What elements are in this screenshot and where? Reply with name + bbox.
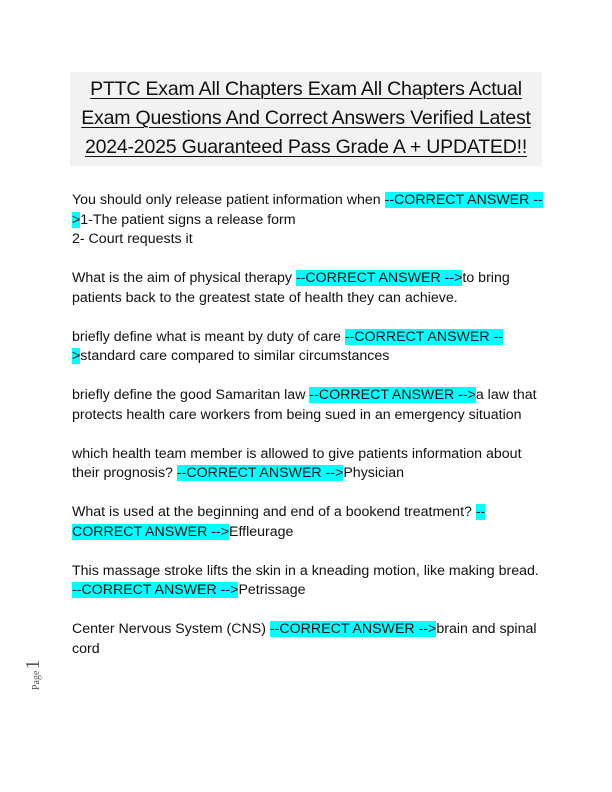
- answer-text: to bring patients back to the greatest state of health they can achieve.: [72, 270, 510, 306]
- question-text: briefly define the good Samaritan law: [72, 387, 310, 403]
- correct-answer-marker: --CORRECT ANSWER -->: [309, 387, 476, 403]
- qa-item: [72, 269, 544, 308]
- answer-text: 2- Court requests it: [72, 231, 193, 247]
- question-text: Center Nervous System (CNS): [72, 621, 270, 637]
- answer-text: Physician: [343, 465, 405, 481]
- question-text: which health team member is allowed to give patients information about their prognosis?: [72, 445, 522, 481]
- question-text: You should only release patient information when: [72, 192, 385, 208]
- answer-text: brain and spinal cord: [72, 621, 537, 657]
- correct-answer-marker: --CORRECT ANSWER -->: [72, 504, 486, 540]
- title-line-3: 2024-2025 Guaranteed Pass Grade A + UPDATED!!: [84, 136, 528, 158]
- answer-text: standard care compared to similar circumstances: [80, 348, 390, 364]
- document-title: [70, 72, 542, 166]
- correct-answer-marker: --CORRECT ANSWER -->: [72, 328, 504, 364]
- question-text: What is the aim of physical therapy: [72, 270, 296, 286]
- correct-answer-marker: --CORRECT ANSWER -->: [295, 270, 463, 286]
- qa-item: [72, 328, 544, 367]
- correct-answer-marker: --CORRECT ANSWER -->: [72, 192, 543, 228]
- answer-text: Effleurage: [229, 523, 294, 540]
- question-text: briefly define what is meant by duty of care: [72, 328, 345, 345]
- qa-item: [72, 191, 544, 250]
- answer-text: Petrissage: [238, 582, 306, 598]
- qa-item: [72, 386, 544, 425]
- page-number-label: [22, 660, 45, 690]
- question-text: This massage stroke lifts the skin in a kneading motion, like making bread.: [72, 562, 539, 579]
- title-line-1: PTTC Exam All Chapters Exam All Chapters Actual: [90, 78, 522, 100]
- correct-answer-marker: --CORRECT ANSWER -->: [72, 582, 239, 598]
- qa-list: [72, 191, 544, 679]
- qa-item: [72, 620, 544, 659]
- title-line-2: Exam Questions And Correct Answers Verified Latest: [81, 107, 531, 129]
- qa-item: [72, 503, 544, 542]
- answer-text: a law that protects health care workers from being sued in an emergency situation: [72, 387, 537, 423]
- qa-item: [72, 445, 544, 484]
- qa-item: [72, 562, 544, 601]
- page-word: Page: [31, 670, 42, 690]
- answer-text: 1-The patient signs a release form: [80, 211, 296, 228]
- question-text: What is used at the beginning and end of a bookend treatment?: [72, 504, 476, 520]
- correct-answer-marker: --CORRECT ANSWER -->: [269, 621, 437, 637]
- page-number: 1: [22, 659, 44, 670]
- correct-answer-marker: --CORRECT ANSWER -->: [176, 465, 344, 481]
